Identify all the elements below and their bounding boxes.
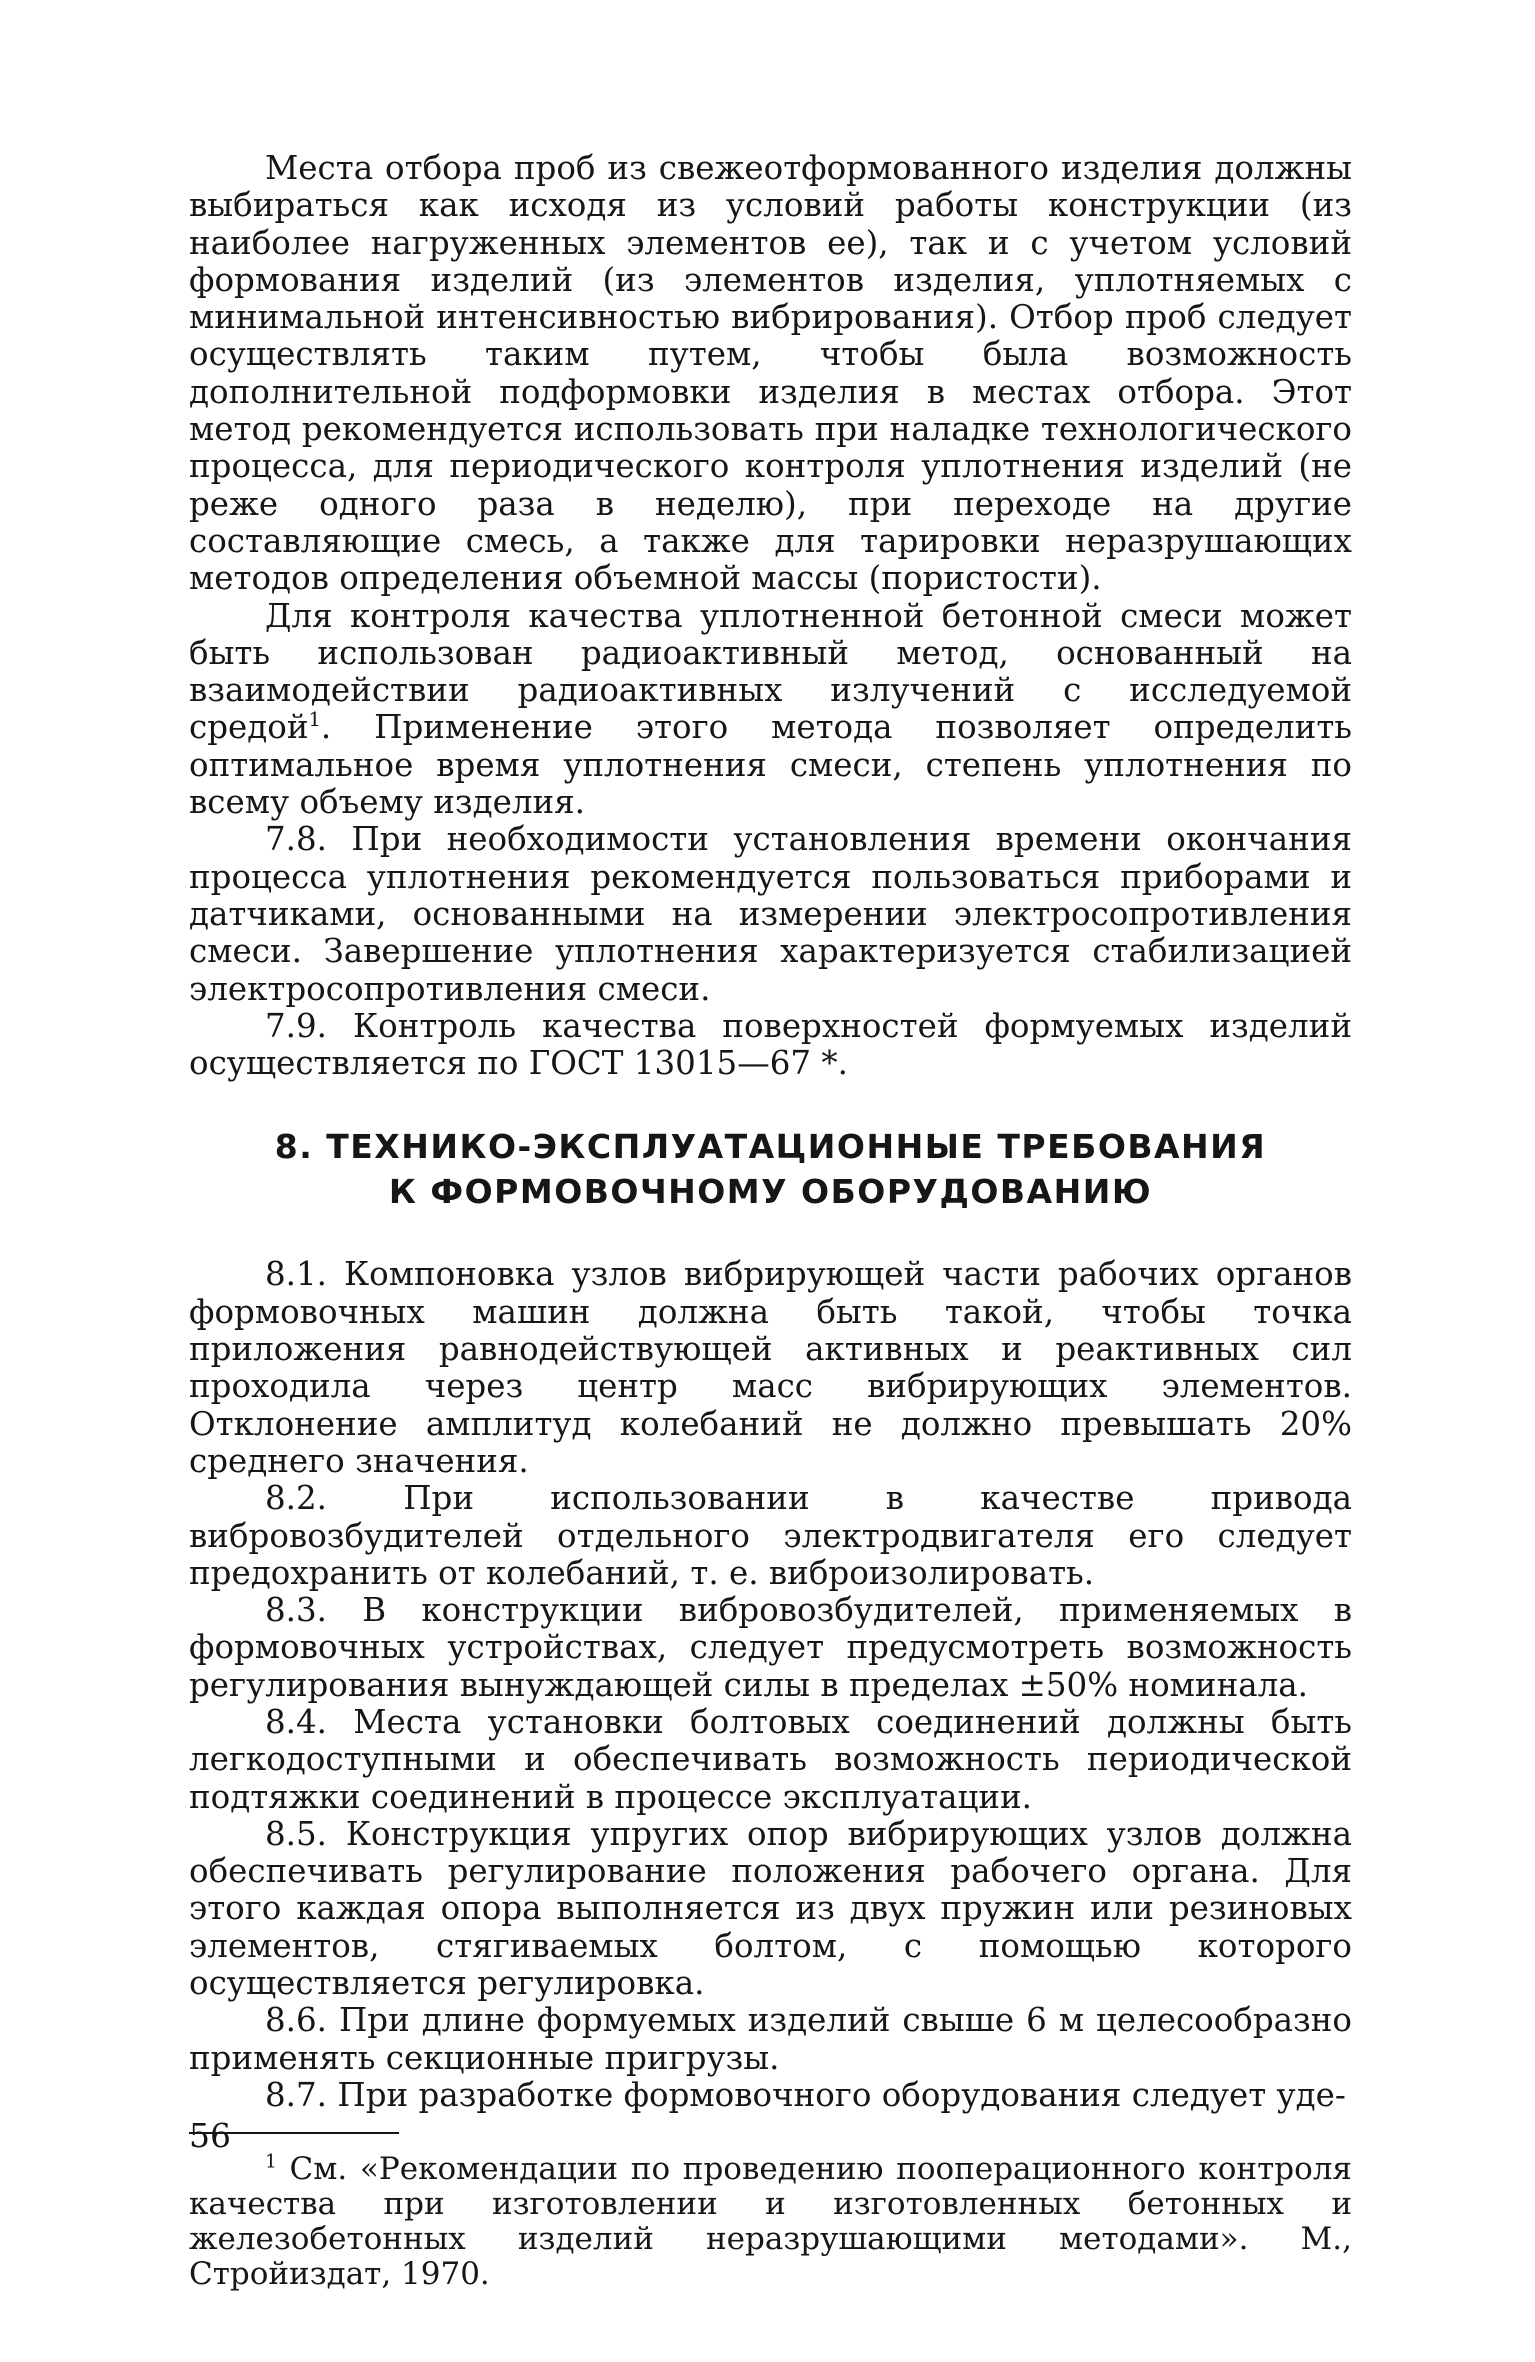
section-heading-line-1: 8. ТЕХНИКО-ЭКСПЛУАТАЦИОННЫЕ ТРЕБОВАНИЯ: [274, 1127, 1267, 1167]
section-heading: [189, 1124, 1352, 1214]
page-body: [189, 150, 1352, 2292]
footnote-text: См. «Рекомендации по проведению пооперационного контроля качества при изготовлении и изготовленных бетонных и железобетонных изделий неразрушающими методами». М., Стройиздат, 1970.: [189, 2151, 1352, 2293]
paragraph-radioactive-text-after: . Применение этого метода позволяет определить оптимальное время уплотнения смеси, степень уплотнения по всему объему изделия.: [189, 708, 1352, 822]
footnote: [189, 2152, 1352, 2292]
paragraph-7-9: 7.9. Контроль качества поверхностей формуемых изделий осуществляется по ГОСТ 13015—67 *.: [189, 1006, 1352, 1083]
paragraph-8-6: 8.6. При длине формуемых изделий свыше 6 м целесообразно применять секционные пригрузы.: [189, 2001, 1352, 2077]
paragraph-8-4: 8.4. Места установки болтовых соединений должны быть легкодоступными и обеспечивать возможность периодической подтяжки соединений в процессе эксплуатации.: [189, 1702, 1352, 1816]
footnote-reference: 1: [308, 708, 321, 732]
paragraph-8-5: 8.5. Конструкция упругих опор вибрирующих узлов должна обеспечивать регулирование положения рабочего органа. Для этого каждая опора выполняется из двух пружин или резиновых элементов, стягиваемых болтом, с помощью которого осуществляется регулировка.: [189, 1814, 1352, 2003]
paragraph-8-3: 8.3. В конструкции вибровозбудителей, применяемых в формовочных устройствах, следует предусмотреть возможность регулирования вынуждающей силы в пределах ±50% номинала.: [189, 1591, 1352, 1704]
paragraph-radioactive-method: [189, 598, 1352, 822]
footnote-mark: 1: [265, 2151, 277, 2173]
paragraph-radioactive-text-before: Для контроля качества уплотненной бетонной смеси может быть использован радиоактивный метод, основанный на взаимодействии радиоактивных излучений с исследуемой средой: [189, 596, 1352, 747]
paragraph-8-7: 8.7. При разработке формовочного оборудования следует уде-: [265, 2075, 1346, 2114]
page-number: 56: [189, 2116, 231, 2155]
section-heading-line-2: К ФОРМОВОЧНОМУ ОБОРУДОВАНИЮ: [388, 1172, 1153, 1212]
paragraph-7-8: 7.8. При необходимости установления времени окончания процесса уплотнения рекомендуется пользоваться приборами и датчиками, основанными на измерении электросопротивления смеси. Завершение уплотнения характеризуется стабилизацией электросопротивления смеси.: [189, 820, 1352, 1008]
paragraph-sampling: Места отбора проб из свежеотформованного изделия должны выбираться как исходя из условий работы конструкции (из наиболее нагруженных элементов ее), так и с учетом условий формования изделий (из элементов изделия, уплотняемых с минимальной интенсивностью вибрирования). Отбор проб следует осуществлять таким путем, чтобы была возможность дополнительной подформовки изделия в местах отбора. Этот метод рекомендуется использовать при наладке технологического процесса, для периодического контроля уплотнения изделий (не реже одного раза в неделю), при переходе на другие составляющие смесь, а также для тарировки неразрушающих методов определения объемной массы (пористости).: [189, 149, 1352, 598]
paragraph-8-2: 8.2. При использовании в качестве привода вибровозбудителей отдельного электродвигателя его следует предохранить от колебаний, т. е. виброизолировать.: [189, 1479, 1352, 1592]
paragraph-8-1: 8.1. Компоновка узлов вибрирующей части рабочих органов формовочных машин должна быть такой, чтобы точка приложения равнодействующей активных и реактивных сил проходила через центр масс вибрирующих элементов. Отклонение амплитуд колебаний не должно превышать 20% среднего значения.: [189, 1255, 1352, 1480]
